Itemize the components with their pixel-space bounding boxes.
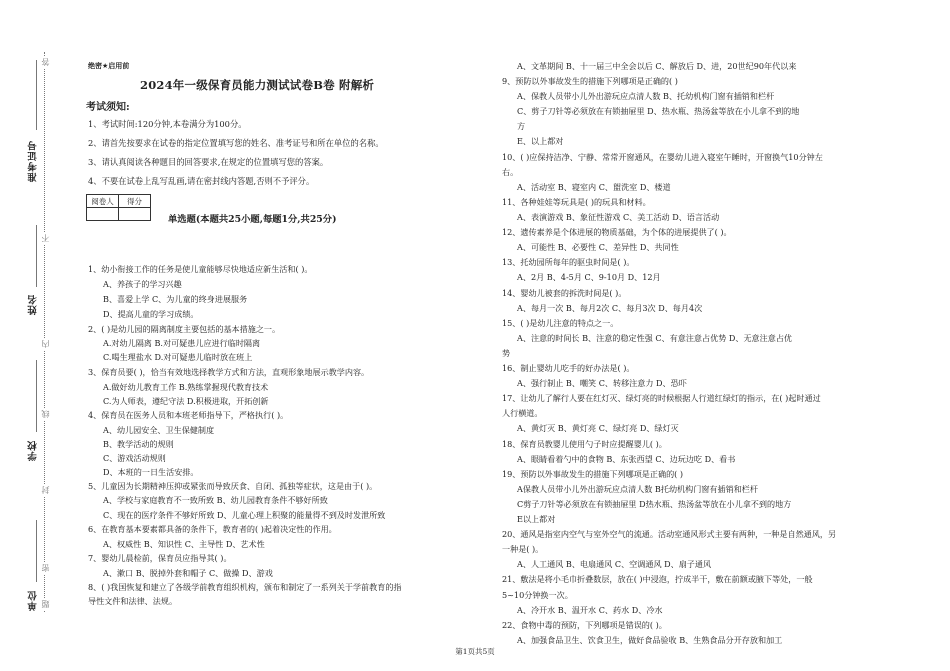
answer-option: A、权威性 B、知识性 C、主导性 D、艺术性 bbox=[103, 539, 265, 549]
question-text: 18、保育员教婴儿使用勺子时应提醒婴儿( )。 bbox=[502, 439, 667, 449]
answer-option: D、本班的一日生活安排。 bbox=[103, 467, 199, 477]
notice-item: 1、考试时间:120分钟,本卷满分为100分。 bbox=[88, 119, 247, 129]
question-text: 9、预防以外事故发生的措施下列哪项是正确的( ) bbox=[502, 76, 678, 86]
secret-mark: 绝密★启用前 bbox=[88, 62, 130, 70]
question-text: 13、托幼园所每年的驱虫时间是( )。 bbox=[502, 257, 635, 267]
answer-option: A、保教人员带小儿外出游玩应点清人数 B、托幼机构门窗有插销和栏杆 bbox=[517, 91, 775, 101]
binding-margin bbox=[0, 0, 62, 671]
notice-item: 2、请首先按要求在试卷的指定位置填写您的姓名、准考证号和所在单位的名称。 bbox=[88, 138, 384, 148]
answer-option: C、游戏活动规则 bbox=[103, 453, 166, 463]
question-text: 一种是( )。 bbox=[502, 544, 544, 554]
answer-option: A.对幼儿隔离 B.对可疑患儿应进行临时隔离 bbox=[103, 338, 261, 348]
question-text: 1、幼小衔接工作的任务是使儿童能够尽快地适应新生活和( )。 bbox=[88, 264, 313, 274]
seal-mark: 密 bbox=[41, 564, 50, 572]
answer-option: A、每月一次 B、每月2次 C、每月3次 D、每月4次 bbox=[517, 303, 703, 313]
exam-number-line bbox=[36, 60, 37, 130]
question-text: 4、保育员在医务人员和本班老师指导下，严格执行( )。 bbox=[88, 410, 289, 420]
question-text: 6、在教育基本要素都具备的条件下，教育者的( )起着决定性的作用。 bbox=[88, 524, 337, 534]
question-text: 右。 bbox=[502, 167, 519, 177]
answer-option: C.喝生理盐水 D.对可疑患儿临时放在班上 bbox=[103, 352, 253, 362]
answer-option: E以上都对 bbox=[517, 514, 556, 524]
answer-option: A、加强食品卫生、饮食卫生，做好食品验收 B、生熟食品分开存放和加工 bbox=[517, 635, 783, 645]
section-heading: 单选题(本题共25小题,每题1分,共25分) bbox=[168, 214, 337, 225]
reviewer-cell: 阅卷人 bbox=[87, 195, 119, 208]
score-cell: 得分 bbox=[119, 195, 151, 208]
answer-option: A、注意的时间长 B、注意的稳定性强 C、有意注意占优势 D、无意注意占优 bbox=[517, 333, 793, 343]
answer-option: A、2月 B、4-5月 C、9-10月 D、12月 bbox=[517, 272, 661, 282]
name-line bbox=[36, 225, 37, 287]
question-text: 20、通风是指室内空气与室外空气的流通。活动室通风形式主要有两种，一种是自然通风，另 bbox=[502, 529, 837, 539]
answer-option: C、剪子刀针等必须放在有锁抽屉里 D、热水瓶、热汤盆等放在小儿拿不到的地 bbox=[517, 106, 800, 116]
answer-option: A、黄灯灭 B、黄灯亮 C、绿灯亮 D、绿灯灭 bbox=[517, 423, 679, 433]
question-text: 16、制止婴幼儿吃手的好办法是( )。 bbox=[502, 363, 635, 373]
unit-line bbox=[36, 520, 37, 582]
answer-option: A、人工通风 B、电扇通风 C、空调通风 D、扇子通风 bbox=[517, 559, 712, 569]
question-text: 22、食物中毒的预防，下列哪项是错误的( )。 bbox=[502, 620, 667, 630]
question-text: 19、预防以外事故发生的措施下列哪项是正确的( ) bbox=[502, 469, 684, 479]
answer-option: B、教学活动的规则 bbox=[103, 439, 174, 449]
answer-option: C剪子刀针等必须放在有锁抽屉里 D热水瓶、热汤盆等放在小儿拿不到的地方 bbox=[517, 499, 792, 509]
answer-option: A、强行制止 B、嘲笑 C、转移注意力 D、恐吓 bbox=[517, 378, 687, 388]
answer-option: B、喜爱上学 C、为儿童的终身进展服务 bbox=[103, 294, 248, 304]
answer-option: A、养孩子的学习兴趣 bbox=[103, 279, 182, 289]
question-text: 14、婴幼儿被套的拆洗时间是( )。 bbox=[502, 288, 627, 298]
question-text: 10、( )应保持洁净、宁静、常常开窗通风，在婴幼儿进入寝室午睡时，开窗换气10分钟左 bbox=[502, 152, 823, 162]
seal-mark: 线 bbox=[41, 410, 50, 418]
question-text: 17、让幼儿了解行人要在红灯灭、绿灯亮的时候根据人行道红绿灯的指示，在( )起时通过 bbox=[502, 393, 821, 403]
answer-option: A保教人员带小儿外出游玩应点清人数 B托幼机构门窗有插销和栏杆 bbox=[517, 484, 758, 494]
exam-number-label: 准考证号 bbox=[28, 140, 39, 182]
answer-option: A、冷开水 B、温开水 C、药水 D、冷水 bbox=[517, 605, 663, 615]
question-text: 5~10分钟换一次。 bbox=[502, 590, 573, 600]
answer-option: A、幼儿园安全、卫生保健制度 bbox=[103, 425, 215, 435]
seal-mark: 不 bbox=[41, 234, 50, 242]
answer-option: D、提高儿童的学习成绩。 bbox=[103, 309, 199, 319]
answer-option: A、漱口 B、脱掉外套和帽子 C、做操 D、游戏 bbox=[103, 568, 273, 578]
school-label: 学校 bbox=[28, 440, 39, 461]
seal-mark: 封 bbox=[41, 486, 50, 494]
reviewer-input[interactable] bbox=[87, 208, 119, 221]
name-label: 姓名 bbox=[28, 294, 39, 315]
notice-item: 3、请认真阅读各种题目的回答要求,在规定的位置填写您的答案。 bbox=[88, 157, 329, 167]
answer-option: C、现在的医疗条件不够好所致 D、儿童心理上积聚的能量得不到及时发泄所致 bbox=[103, 510, 386, 520]
answer-option: C.为人师表，遵纪守法 D.积极进取，开拓创新 bbox=[103, 396, 269, 406]
answer-option: A、表演游戏 B、象征性游戏 C、美工活动 D、语言活动 bbox=[517, 212, 720, 222]
score-input[interactable] bbox=[119, 208, 151, 221]
answer-option: A、活动室 B、寝室内 C、盥洗室 D、楼道 bbox=[517, 182, 671, 192]
page-footer: 第1页共5页 bbox=[455, 647, 495, 656]
answer-option: E、以上都对 bbox=[517, 136, 564, 146]
score-table bbox=[86, 194, 151, 221]
question-text: 11、各种娃娃等玩具是( )的玩具和材料。 bbox=[502, 197, 651, 207]
unit-label: 单位 bbox=[28, 590, 39, 611]
answer-option: 方 bbox=[517, 121, 526, 131]
answer-option: A.做好幼儿教育工作 B.熟练掌握现代教育技术 bbox=[103, 382, 269, 392]
question-text: 15、( )是幼儿注意的特点之一。 bbox=[502, 318, 619, 328]
question-text: 3、保育员要( )，恰当有效地选择教学方式和方法，直观形象地展示教学内容。 bbox=[88, 367, 370, 377]
seal-mark: 内 bbox=[41, 340, 50, 348]
question-text: 5、儿童因为长期精神压抑或紧张而导致厌食、自闭、孤独等症状，这是由于( )。 bbox=[88, 481, 378, 491]
question-text: 势 bbox=[502, 348, 511, 358]
notice-item: 4、不要在试卷上乱写乱画,请在密封线内答题,否则不予评分。 bbox=[88, 176, 315, 186]
seal-mark: 答 bbox=[41, 58, 50, 66]
question-text: 导性文件和法律、法规。 bbox=[88, 596, 178, 606]
question-text: 人行横道。 bbox=[502, 408, 543, 418]
seal-line bbox=[44, 52, 45, 612]
question-text: 7、婴幼儿晨检前，保育员应指导其( )。 bbox=[88, 553, 232, 563]
question-text: 8、( )我国恢复和建立了各级学前教育组织机构，颁布和制定了一系列关于学前教育的指 bbox=[88, 582, 402, 592]
question-text: 12、遗传素养是个体进展的物质基础，为个体的进展提供了( )。 bbox=[502, 227, 732, 237]
question-text: 2、( )是幼儿园的隔离制度主要包括的基本措施之一。 bbox=[88, 324, 281, 334]
page-title: 2024年一级保育员能力测试试卷B卷 附解析 bbox=[140, 78, 375, 92]
answer-option: A、学校与家庭教育不一致所致 B、幼儿园教育条件不够好所致 bbox=[103, 495, 328, 505]
answer-option: A、文革期间 B、十一届三中全会以后 C、解放后 D、进，20世纪90年代以来 bbox=[517, 61, 797, 71]
seal-mark: 題 bbox=[41, 600, 50, 608]
answer-option: A、可能性 B、必要性 C、差异性 D、共同性 bbox=[517, 242, 679, 252]
school-line bbox=[36, 360, 37, 432]
answer-option: A、眼睛看着勺中的食物 B、东张西望 C、边玩边吃 D、看书 bbox=[517, 454, 736, 464]
notice-heading: 考试须知: bbox=[86, 102, 130, 113]
question-text: 21、敷法是将小毛巾折叠数层，放在( )中浸泡，拧成半干，敷在前额或腋下等处，一般 bbox=[502, 574, 813, 584]
